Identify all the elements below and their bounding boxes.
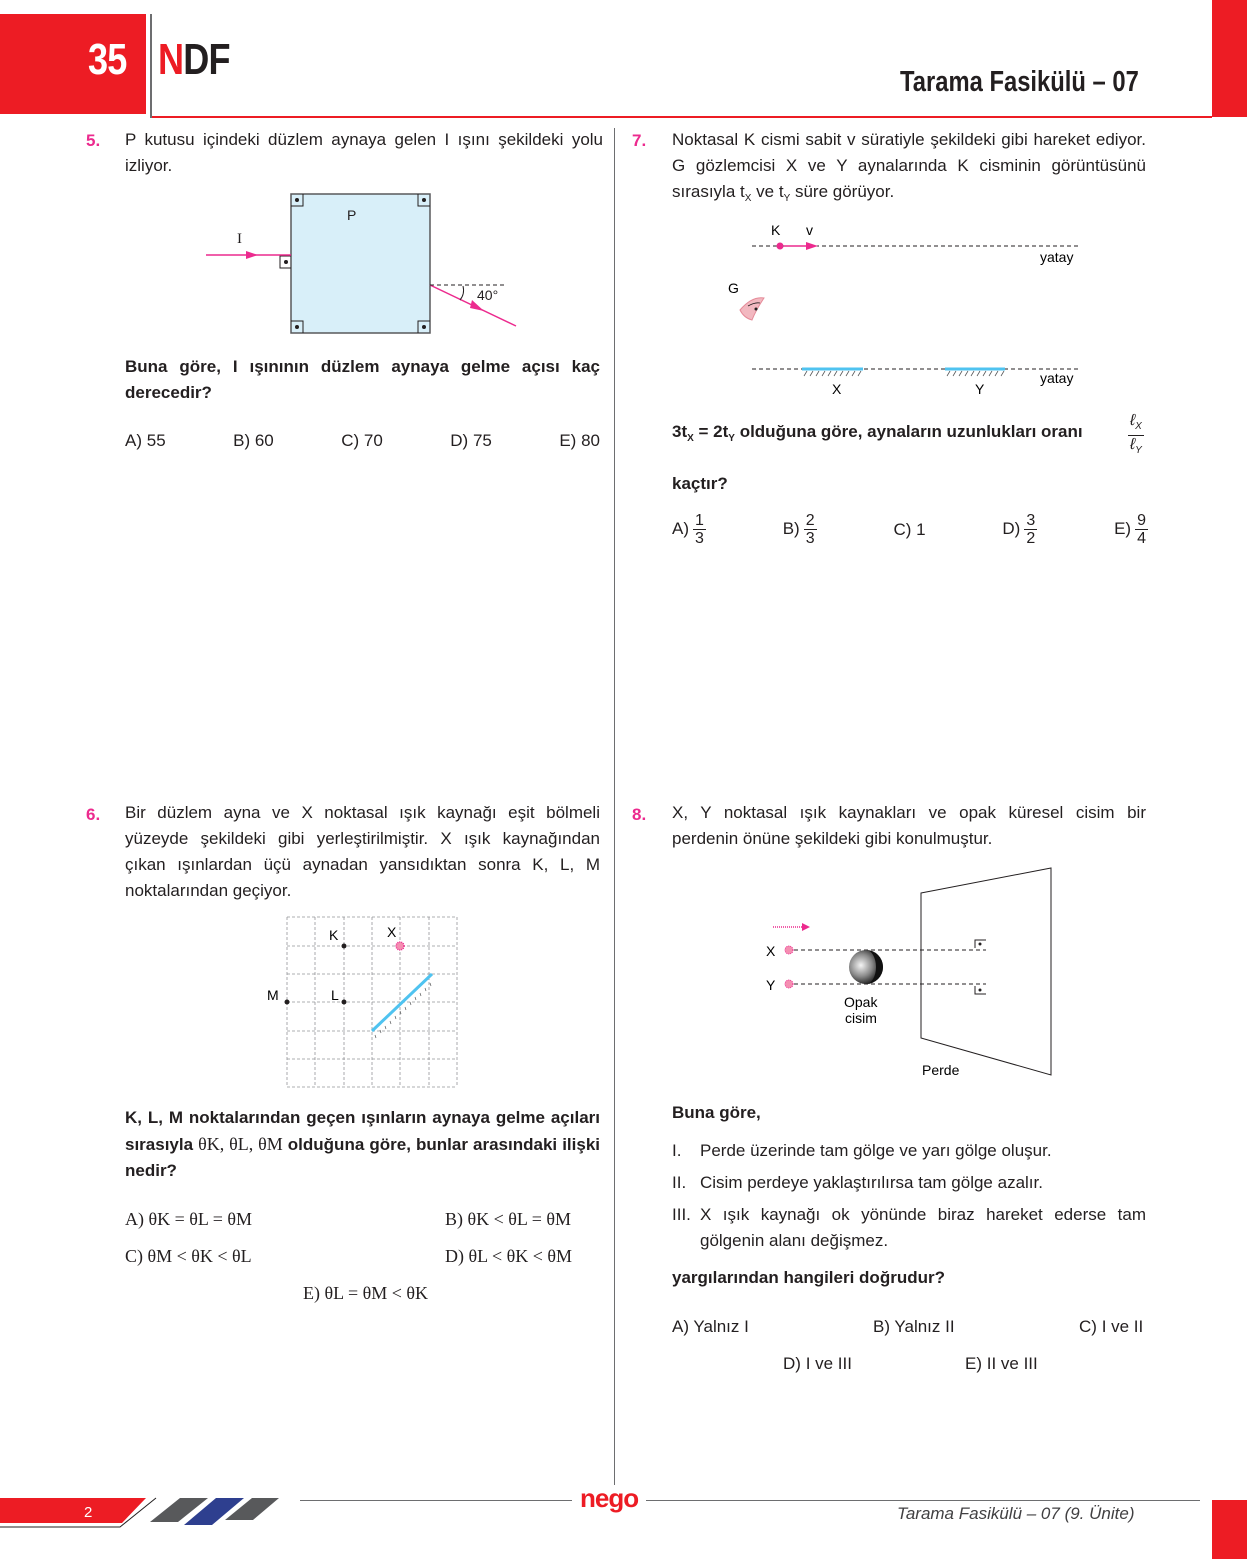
header-divider — [150, 14, 152, 118]
screen-label: Perde — [922, 1062, 960, 1078]
column-divider — [614, 128, 615, 1488]
option-b[interactable]: B) Yalnız II — [873, 1317, 955, 1336]
option-c[interactable]: C) 70 — [341, 431, 383, 450]
option-a[interactable]: A) 55 — [125, 431, 166, 450]
option-c[interactable]: C) I ve II — [1079, 1317, 1144, 1336]
question-prompt: Buna göre, I ışınının düzlem aynaya gelme açısı kaç derecedir? — [125, 357, 600, 402]
answer-options — [125, 432, 600, 449]
question-prompt: K, L, M noktalarından geçen ışınların aynaya gelme açıları sırasıyla θK, θL, θM olduğuna göre, bunlar arasındaki ilişki nedir? — [125, 1108, 600, 1180]
velocity-label: v — [806, 222, 813, 238]
option-d[interactable]: D) 75 — [450, 431, 492, 450]
option-c[interactable]: C) θM < θK < θL — [125, 1246, 252, 1266]
brand-first-letter: N — [158, 35, 184, 84]
point-k-label: K — [329, 927, 339, 943]
source-y-label: Y — [766, 977, 776, 993]
statement-2-roman: II. — [672, 1173, 687, 1192]
source-x-label: X — [766, 943, 776, 959]
statement-1: Perde üzerinde tam gölge ve yarı gölge oluşur. — [700, 1141, 1052, 1160]
mirror-x-label: X — [832, 381, 842, 397]
box-label: P — [347, 207, 357, 223]
option-d[interactable]: D) θL < θK < θM — [445, 1246, 572, 1266]
question-number: 7. — [632, 131, 647, 150]
question-stem: Noktasal K cismi sabit v süratiyle şekildeki gibi hareket ediyor. G gözlemcisi X ve Y aynalarında K cisminin görüntüsünü sırasıyla $t_X$ ve $t_Y$ süre görüyor. — [672, 130, 1146, 204]
option-a[interactable]: A) Yalnız I — [672, 1317, 749, 1336]
point-m-label: M — [267, 987, 279, 1003]
question-number: 6. — [86, 805, 101, 824]
option-d[interactable]: D) I ve III — [783, 1354, 852, 1373]
footer-stripes-decoration — [0, 1495, 310, 1535]
object-label-line1: Opak — [844, 994, 878, 1010]
option-c[interactable]: C) 1 — [893, 520, 926, 539]
moving-object-mirrors-diagram — [700, 210, 1100, 400]
grid-mirror-diagram — [260, 905, 480, 1095]
ray-label: I — [237, 231, 242, 247]
right-edge-tab-top — [1212, 0, 1247, 117]
question-number: 8. — [632, 805, 647, 824]
question-prompt: $3t_X = 2t_Y$ olduğuna göre, aynaların uzunlukları oranı — [672, 422, 1083, 444]
statement-3: X ışık kaynağı ok yönünde biraz hareket ederse tam gölgenin alanı değişmez. — [700, 1205, 1146, 1250]
page-badge: 35 — [88, 35, 127, 84]
option-e[interactable]: E) 80 — [559, 431, 600, 450]
footer-title: Tarama Fasikülü – 07 (9. Ünite) — [897, 1504, 1135, 1523]
horizontal-label-bottom: yatay — [1040, 370, 1074, 386]
object-k-label: K — [771, 222, 781, 238]
statement-1-roman: I. — [672, 1141, 682, 1160]
brand-rest: DF — [183, 35, 230, 84]
question-stem: X, Y noktasal ışık kaynakları ve opak küresel cisim bir perdenin önüne şekildeki gibi konulmuştur. — [672, 803, 1146, 848]
question-number: 5. — [86, 131, 101, 150]
page-title: Tarama Fasikülü – 07 — [900, 66, 1139, 98]
brand-logo — [158, 35, 230, 84]
observer-g-label: G — [728, 280, 739, 296]
option-e[interactable]: E) II ve III — [965, 1354, 1038, 1373]
option-e[interactable]: E) θL = θM < θK — [303, 1283, 428, 1303]
option-a[interactable]: A) θK = θL = θM — [125, 1209, 252, 1229]
statement-3-roman: III. — [672, 1205, 691, 1224]
page-number: 2 — [84, 1504, 93, 1521]
statement-2: Cisim perdeye yaklaştırılırsa tam gölge azalır. — [700, 1173, 1043, 1192]
right-edge-tab-bottom — [1212, 1500, 1247, 1559]
answer-options — [672, 512, 1148, 547]
point-l-label: L — [331, 987, 339, 1003]
option-a[interactable]: A) $\frac{1}{3}$ — [672, 512, 704, 547]
footer-rule — [300, 1500, 1200, 1501]
horizontal-label-top: yatay — [1040, 249, 1074, 265]
question-stem: Bir düzlem ayna ve X noktasal ışık kaynağı eşit bölmeli yüzeyde şekildeki gibi yerleştirilmiştir. X ışık kaynağından çıkan ışınlardan üçü aynadan yansıdıktan sonra K, L, M noktalarından geçiyor. — [125, 803, 600, 900]
source-x-label: X — [387, 924, 397, 940]
option-b[interactable]: B) 60 — [233, 431, 274, 450]
question-prompt-end: kaçtır? — [672, 474, 728, 493]
eye-icon — [740, 298, 764, 320]
object-label-line2: cisim — [845, 1010, 877, 1026]
option-e[interactable]: E) $\frac{9}{4}$ — [1114, 512, 1146, 547]
header-rule — [152, 116, 1212, 118]
question-intro: Buna göre, — [672, 1103, 761, 1122]
ratio-fraction: $\frac{\ell_X}{\ell_Y}$ — [1130, 412, 1142, 456]
option-b[interactable]: B) θK < θL = θM — [445, 1209, 571, 1229]
publisher-logo: nego — [572, 1485, 646, 1511]
question-stem: P kutusu içindeki düzlem aynaya gelen I ışını şekildeki yolu izliyor. — [125, 130, 603, 175]
angle-label: 40° — [477, 287, 499, 303]
question-prompt: yargılarından hangileri doğrudur? — [672, 1268, 945, 1287]
option-d[interactable]: D) $\frac{3}{2}$ — [1002, 512, 1036, 547]
option-b[interactable]: B) $\frac{2}{3}$ — [782, 512, 815, 547]
mirror-y-label: Y — [975, 381, 985, 397]
mirror-box-diagram — [190, 180, 530, 340]
shadow-screen-diagram — [750, 860, 1070, 1090]
